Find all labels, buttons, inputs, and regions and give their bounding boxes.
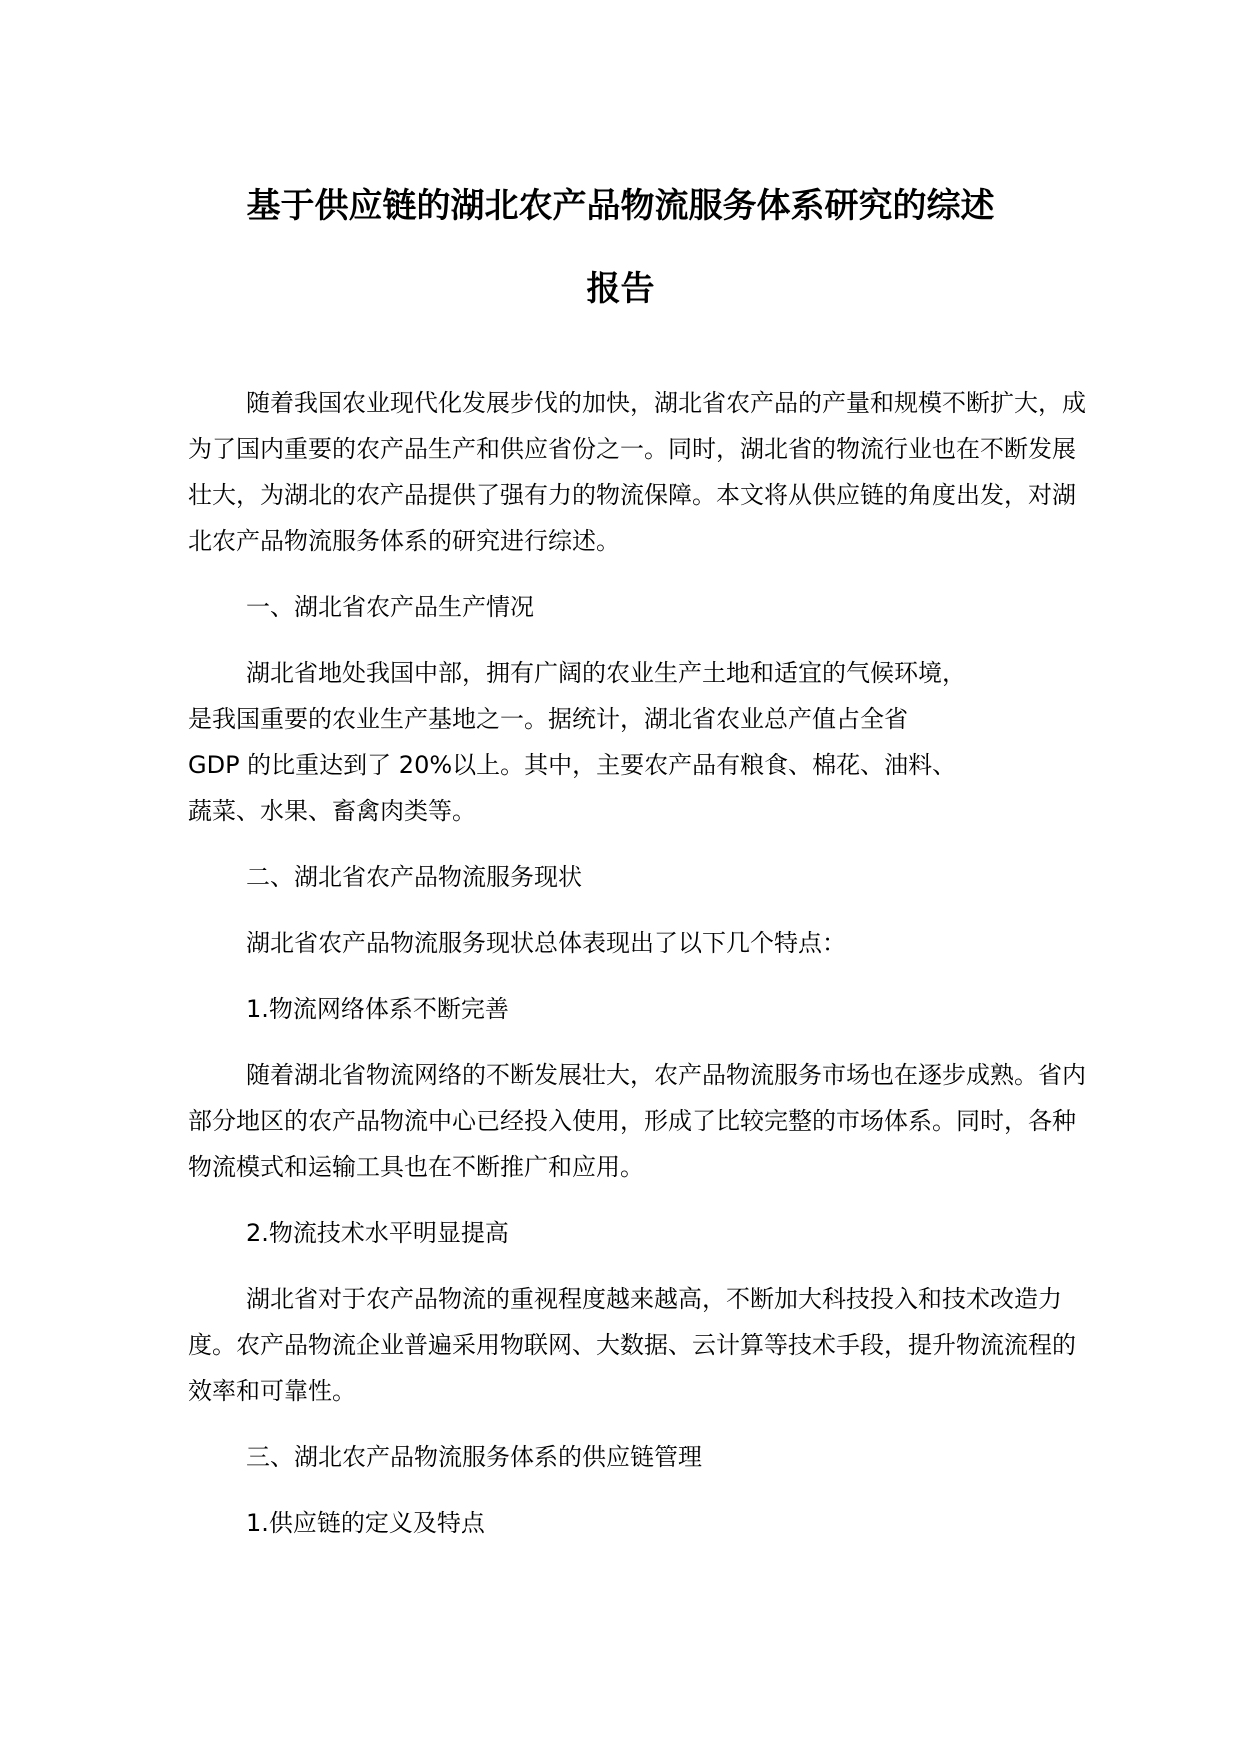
document-title-line-1: 基于供应链的湖北农产品物流服务体系研究的综述	[246, 186, 995, 226]
production-paragraph-line-1: 湖北省地处我国中部，拥有广阔的农业生产土地和适宜的气候环境，	[246, 659, 966, 687]
section-heading-2: 二、湖北省农产品物流服务现状	[246, 863, 582, 891]
status-intro-paragraph: 湖北省农产品物流服务现状总体表现出了以下几个特点：	[246, 929, 846, 957]
document-title-line-2: 报告	[586, 269, 655, 309]
production-paragraph-line-3: GDP 的比重达到了 20%以上。其中，主要农产品有粮食、棉花、油料、	[188, 751, 957, 779]
section-heading-3: 三、湖北农产品物流服务体系的供应链管理	[246, 1443, 702, 1471]
subheading-technology: 2.物流技术水平明显提高	[246, 1219, 509, 1247]
document-body	[188, 380, 1088, 1546]
network-paragraph: 随着湖北省物流网络的不断发展壮大，农产品物流服务市场也在逐步成熟。省内部分地区的农产品物流中心已经投入使用，形成了比较完整的市场体系。同时，各种物流模式和运输工具也在不断推广和应用。	[188, 1061, 1086, 1181]
intro-paragraph: 随着我国农业现代化发展步伐的加快，湖北省农产品的产量和规模不断扩大，成为了国内重要的农产品生产和供应省份之一。同时，湖北省的物流行业也在不断发展壮大，为湖北的农产品提供了强有力的物流保障。本文将从供应链的角度出发，对湖北农产品物流服务体系的研究进行综述。	[188, 389, 1086, 555]
subheading-network: 1.物流网络体系不断完善	[246, 995, 509, 1023]
production-paragraph-line-4: 蔬菜、水果、畜禽肉类等。	[188, 797, 476, 825]
section-heading-1: 一、湖北省农产品生产情况	[246, 593, 534, 621]
subheading-supply-chain-definition: 1.供应链的定义及特点	[246, 1509, 485, 1537]
technology-paragraph: 湖北省对于农产品物流的重视程度越来越高，不断加大科技投入和技术改造力度。农产品物流企业普遍采用物联网、大数据、云计算等技术手段，提升物流流程的效率和可靠性。	[188, 1285, 1076, 1405]
production-paragraph	[188, 650, 1088, 834]
production-paragraph-line-2: 是我国重要的农业生产基地之一。据统计，湖北省农业总产值占全省	[188, 705, 908, 733]
